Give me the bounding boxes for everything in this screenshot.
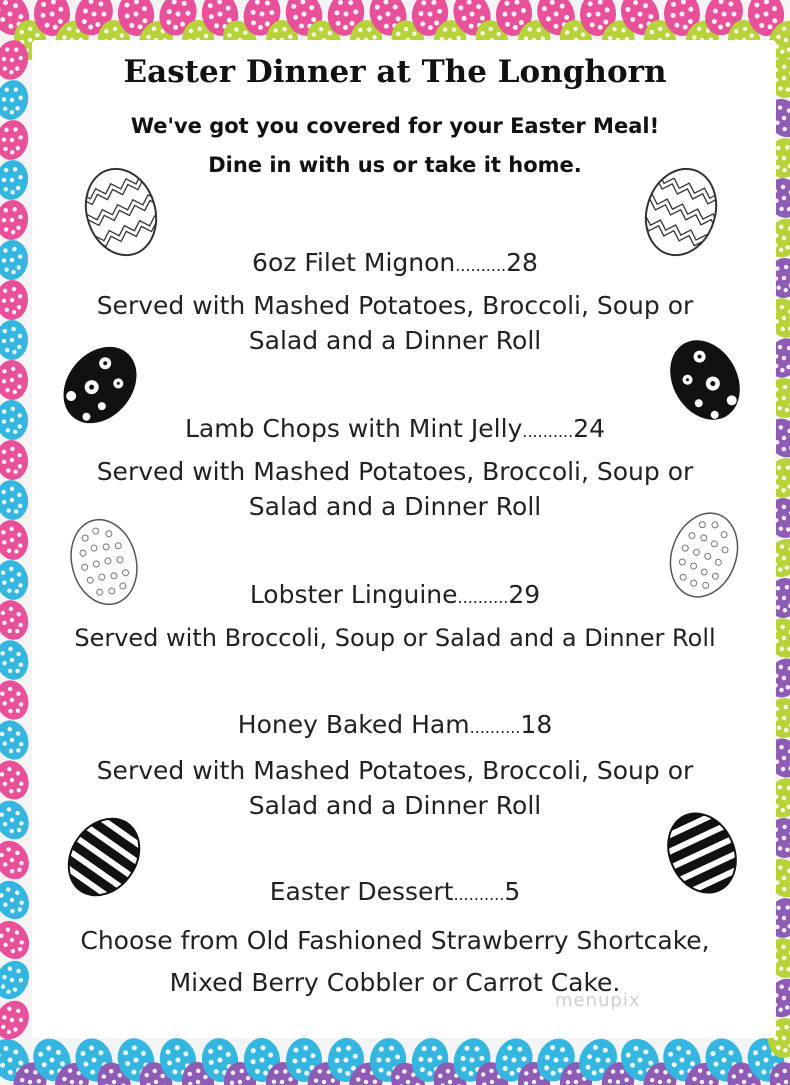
menu-item-honey-baked-ham xyxy=(0,710,790,739)
flower-egg-icon xyxy=(55,340,145,430)
item-dots: .......... xyxy=(469,718,521,737)
item-description-easter-dessert xyxy=(0,920,790,1004)
flower-egg-icon xyxy=(660,335,750,425)
item-dots: .......... xyxy=(453,885,505,904)
zigzag-egg-icon xyxy=(640,160,722,260)
item-dots: .......... xyxy=(522,422,574,441)
border-egg xyxy=(0,359,29,400)
item-name: 6oz Filet Mignon xyxy=(252,248,456,277)
desc-line: Choose from Old Fashioned Strawberry Shortcake, xyxy=(80,926,710,955)
item-price: 24 xyxy=(573,414,606,443)
desc-line: Served with Broccoli, Soup or Salad and a Dinner Roll xyxy=(74,624,716,652)
desc-line: Salad and a Dinner Roll xyxy=(248,492,542,521)
watermark: menupix xyxy=(555,990,641,1011)
item-price: 29 xyxy=(508,580,541,609)
item-description-lobster-linguine xyxy=(0,621,790,656)
striped-egg-icon xyxy=(660,808,744,898)
desc-line: Served with Mashed Potatoes, Broccoli, Soup or xyxy=(96,756,694,785)
item-name: Lamb Chops with Mint Jelly xyxy=(184,414,523,443)
item-name: Honey Baked Ham xyxy=(237,710,470,739)
item-name: Easter Dessert xyxy=(269,877,454,906)
desc-line: Served with Mashed Potatoes, Broccoli, Soup or xyxy=(96,291,694,320)
striped-egg-icon xyxy=(62,812,146,902)
border-egg xyxy=(0,518,31,563)
item-name: Lobster Linguine xyxy=(249,580,458,609)
desc-line: Served with Mashed Potatoes, Broccoli, Soup or xyxy=(96,457,694,486)
subtitle-covered: We've got you covered for your Easter Meal! xyxy=(130,114,660,138)
item-dots: .......... xyxy=(455,256,507,275)
desc-line: Salad and a Dinner Roll xyxy=(248,326,542,355)
border-egg xyxy=(0,198,30,241)
page-title: Easter Dinner at The Longhorn xyxy=(123,54,667,90)
item-price: 28 xyxy=(506,248,538,277)
zigzag-egg-icon xyxy=(80,160,162,260)
desc-line: Mixed Berry Cobbler or Carrot Cake. xyxy=(169,968,621,997)
desc-line: Salad and a Dinner Roll xyxy=(248,791,542,820)
dotted-egg-icon xyxy=(662,505,746,605)
item-price: 5 xyxy=(504,877,521,906)
dotted-egg-icon xyxy=(62,512,146,612)
item-dots: .......... xyxy=(457,588,509,607)
item-price: 18 xyxy=(520,710,553,739)
subtitle-dine-in: Dine in with us or take it home. xyxy=(208,153,582,177)
